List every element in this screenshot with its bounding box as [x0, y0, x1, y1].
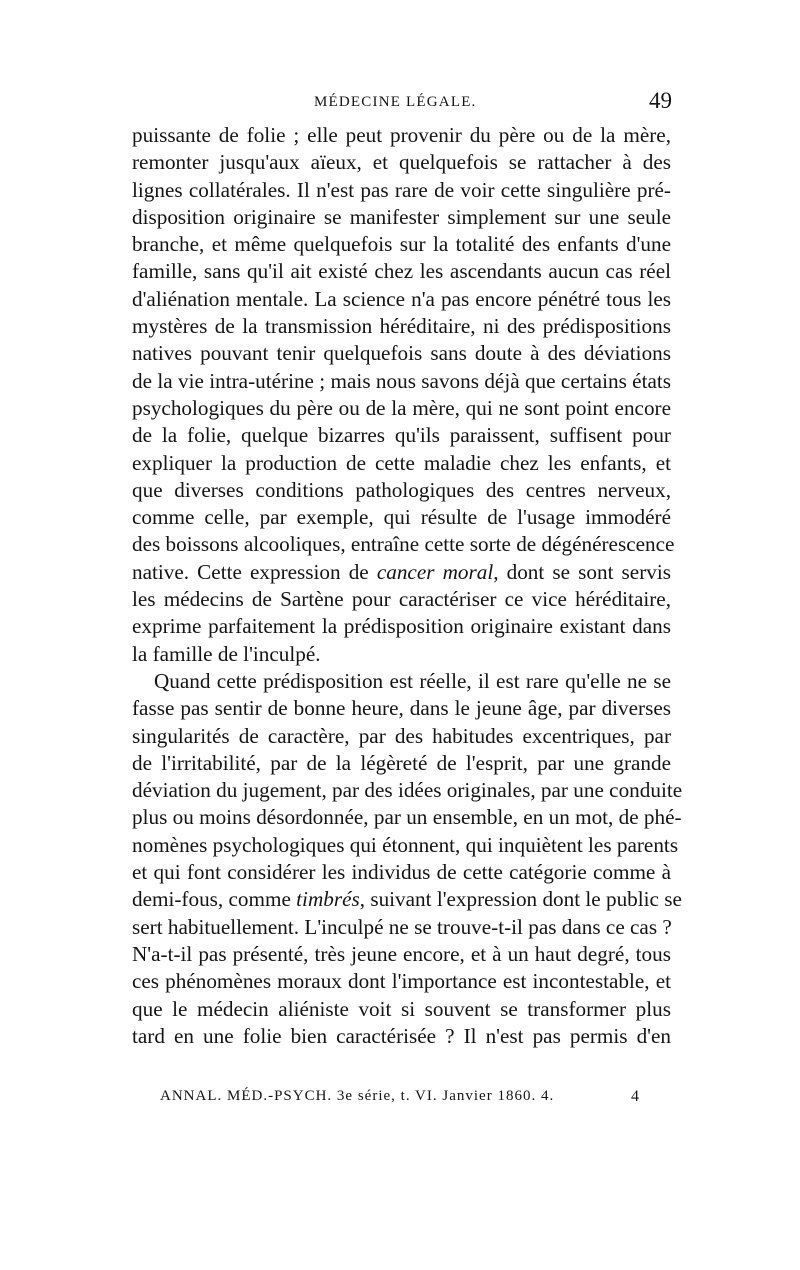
text-line: de l'irritabilité, par de la légèreté de l'esprit, par une grande [132, 750, 671, 775]
text-line-with-italic [132, 886, 682, 913]
page-number: 49 [649, 88, 672, 113]
text-line: et qui font considérer les individus de cette catégorie comme à [132, 860, 671, 885]
text-line: psychologiques du père ou de la mère, qui ne sont point encore [132, 395, 671, 420]
text-line: Quand cette prédisposition est réelle, il est rare qu'elle ne se [154, 668, 671, 693]
text-line: remonter jusqu'aux aïeux, et quelquefois se rattacher à des [132, 150, 671, 175]
italic-phrase: timbrés [296, 887, 360, 912]
text-segment: native. Cette expression de [132, 559, 377, 584]
text-line: déviation du jugement, par des idées originales, par une conduite [132, 778, 683, 803]
text-line: famille, sans qu'il ait existé chez les ascendants aucun cas réel [132, 259, 671, 284]
text-line: ces phénomènes moraux dont l'importance est incontestable, et [132, 969, 671, 994]
text-line: sert habituellement. L'inculpé ne se trouve-t-il pas dans ce cas ? [132, 914, 672, 939]
text-line: plus ou moins désordonnée, par un ensemble, en un mot, de phé- [132, 805, 682, 830]
text-line: nomènes psychologiques qui étonnent, qui inquiètent les parents [132, 832, 679, 857]
text-line: comme celle, par exemple, qui résulte de l'usage immodéré [132, 505, 671, 530]
body-text [132, 122, 683, 1050]
text-line: que le médecin aliéniste voit si souvent se transformer plus [132, 996, 671, 1021]
text-line: mystères de la transmission héréditaire, ni des prédispositions [132, 314, 671, 339]
text-segment: , suivant l'expression dont le public se [359, 887, 682, 912]
text-line: singularités de caractère, par des habitudes excentriques, par [132, 723, 671, 748]
signature-mark: 4 [631, 1088, 640, 1105]
text-line: disposition originaire se manifester simplement sur une seule [132, 204, 671, 229]
running-header [132, 88, 672, 122]
text-line: branche, et même quelquefois sur la totalité des enfants d'une [132, 232, 671, 257]
text-segment: , dont se sont servis [493, 559, 671, 584]
text-segment: demi-fous, comme [132, 887, 297, 912]
text-line-with-italic [132, 559, 671, 586]
running-title: MÉDECINE LÉGALE. [314, 94, 477, 110]
text-line: lignes collatérales. Il n'est pas rare de voir cette singulière pré- [132, 177, 671, 202]
text-line: natives pouvant tenir quelquefois sans doute à des déviations [132, 341, 671, 366]
text-line: tard en une folie bien caractérisée ? Il n'est pas permis d'en [132, 1023, 671, 1048]
text-line: la famille de l'inculpé. [132, 641, 321, 666]
text-line: fasse pas sentir de bonne heure, dans le jeune âge, par diverses [132, 696, 671, 721]
text-line: que diverses conditions pathologiques des centres nerveux, [132, 477, 671, 502]
text-line: d'aliénation mentale. La science n'a pas encore pénétré tous les [132, 286, 671, 311]
text-line: des boissons alcooliques, entraîne cette sorte de dégénérescence [132, 532, 675, 557]
signature-line: ANNAL. MÉD.-PSYCH. 3e série, t. VI. Janvier 1860. 4. [160, 1088, 555, 1104]
italic-phrase: cancer moral [376, 559, 494, 584]
text-line: expliquer la production de cette maladie chez les enfants, et [132, 450, 671, 475]
text-line: de la vie intra-utérine ; mais nous savons déjà que certains états [132, 368, 671, 393]
text-line: de la folie, quelque bizarres qu'ils paraissent, suffisent pour [132, 423, 671, 448]
text-line: exprime parfaitement la prédisposition originaire existant dans [132, 614, 671, 639]
text-line: les médecins de Sartène pour caractériser ce vice héréditaire, [132, 587, 671, 612]
signature-footer [160, 1088, 640, 1105]
text-line: N'a-t-il pas présenté, très jeune encore, et à un haut degré, tous [132, 941, 671, 966]
text-line: puissante de folie ; elle peut provenir du père ou de la mère, [132, 123, 671, 147]
